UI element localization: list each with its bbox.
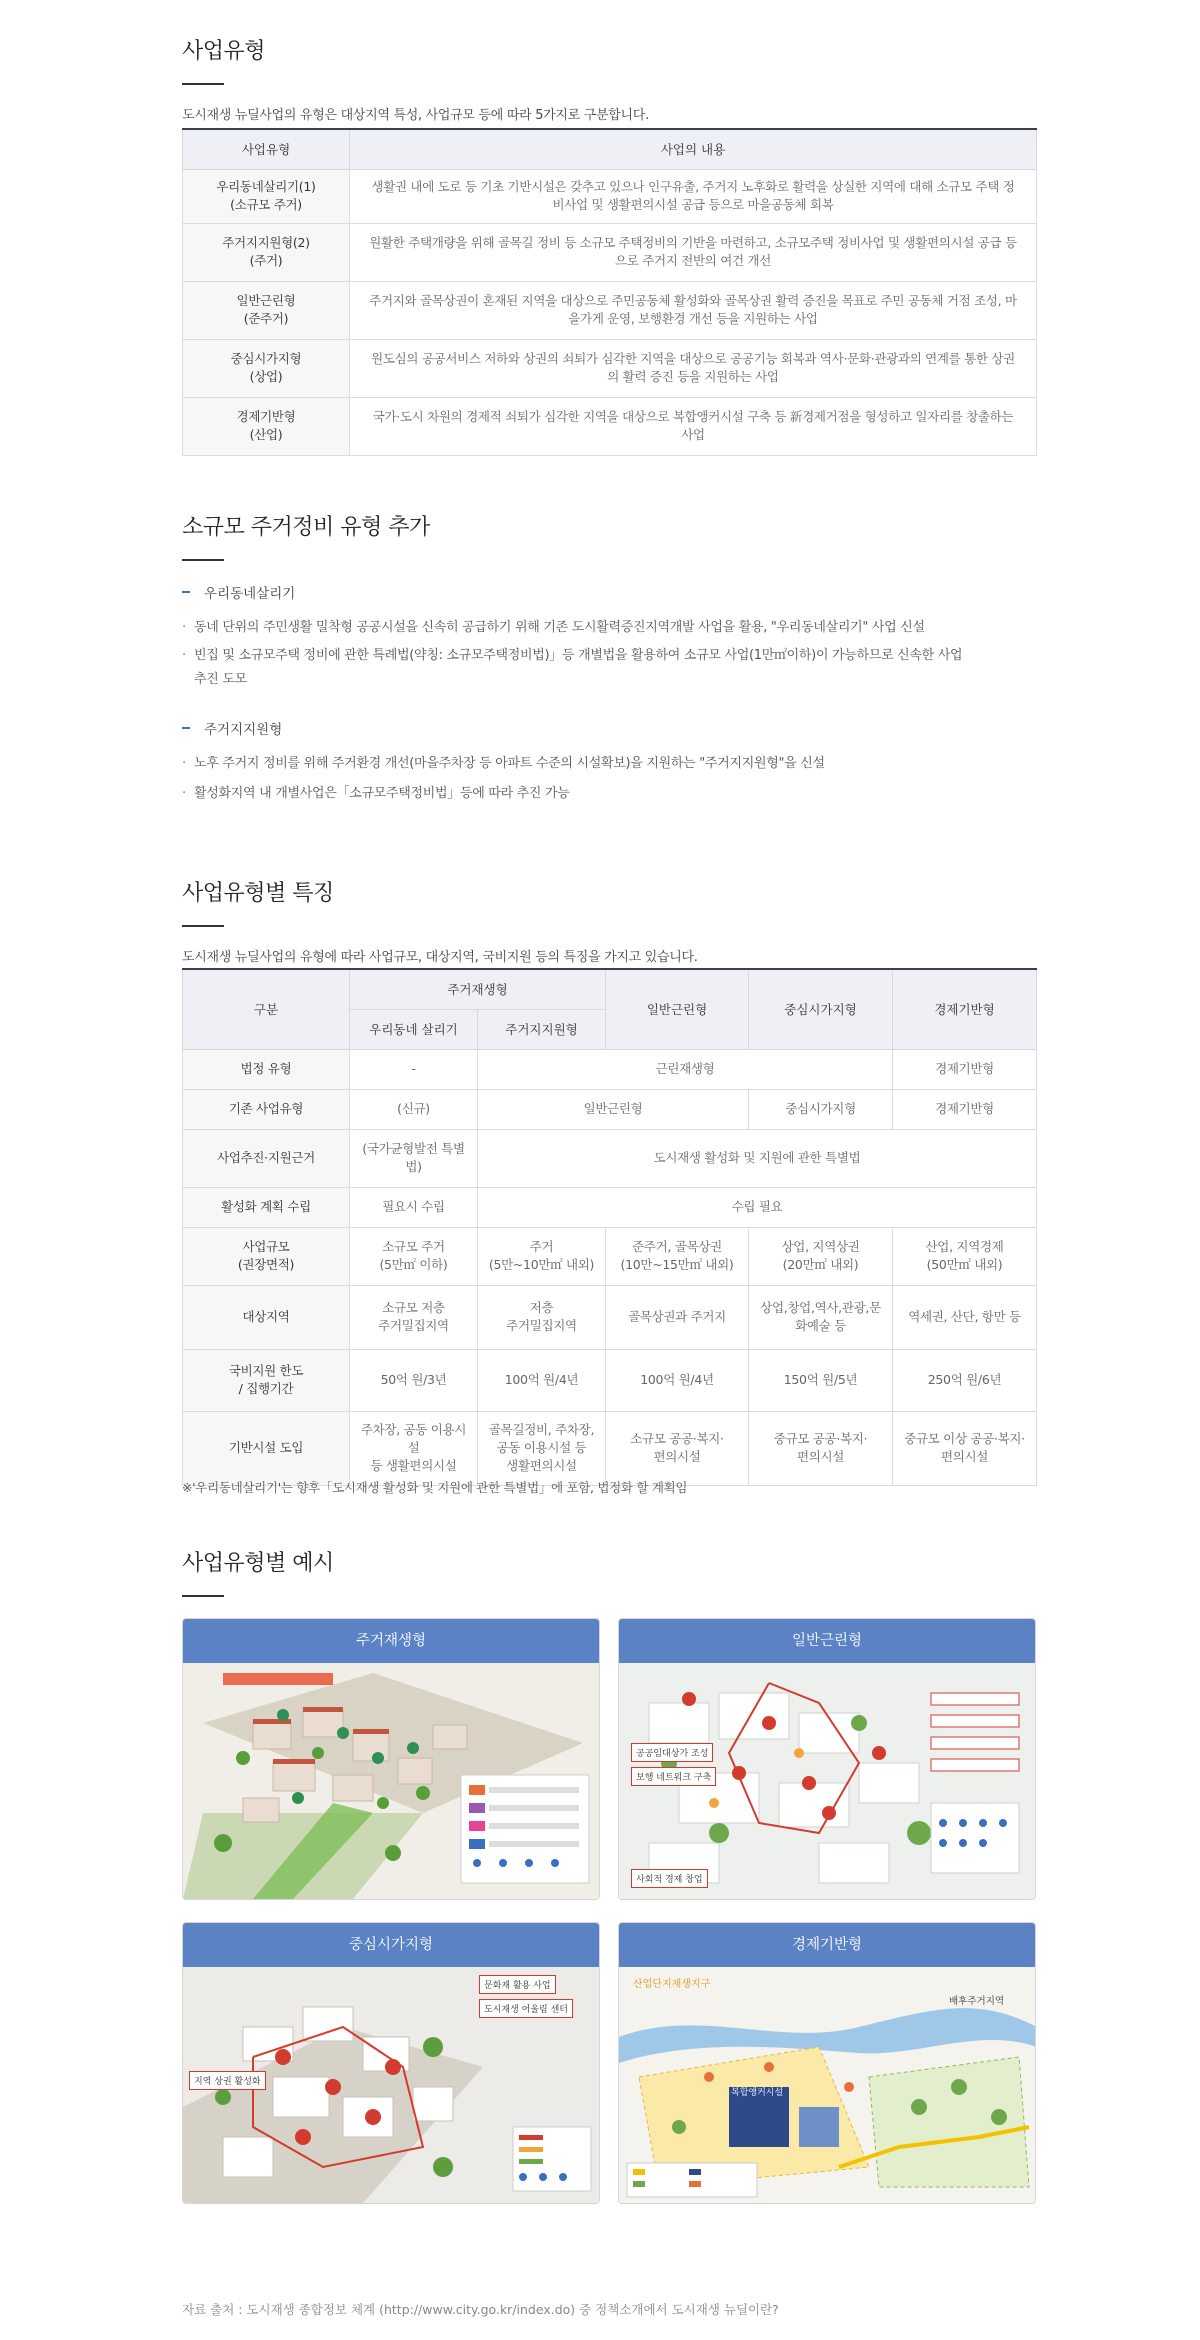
dash-icon (182, 591, 190, 593)
cell-line: 편의시설 (653, 1449, 701, 1464)
type-sub: (산업) (249, 427, 283, 442)
list-item (182, 644, 1036, 692)
map-label: 배후주거지역 (949, 1996, 1005, 2007)
table-row (183, 169, 1037, 223)
row-label: 법정 유형 (183, 1049, 350, 1089)
cell-line: 등 생활편의시설 (370, 1458, 457, 1473)
cell-line: / 집행기간 (238, 1381, 294, 1396)
example-card-downtown (182, 1922, 600, 2204)
table-cell: 필요시 수립 (350, 1187, 478, 1227)
type-desc: 원도심의 공공서비스 저하와 상권의 쇠퇴가 심각한 지역을 대상으로 공공기능 회복과 역사·문화·관광과의 연계를 통한 상권 (371, 351, 1015, 366)
table-cell (749, 1227, 893, 1285)
downtown-illustration (183, 1967, 599, 2203)
cell-line: (권장면적) (237, 1257, 295, 1272)
table-row (183, 1349, 1037, 1411)
economic-illustration (619, 1967, 1035, 2203)
table-cell (749, 1285, 893, 1349)
cell-line: (5만㎡ 이하) (379, 1257, 448, 1272)
cell-line: 편의시설 (940, 1449, 989, 1464)
col-header-ilban: 일반근린형 (606, 969, 749, 1049)
table-row (183, 1285, 1037, 1349)
type-name: 경제기반형 (236, 409, 296, 424)
section-intro: 도시재생 뉴딜사업의 유형은 대상지역 특성, 사업규모 등에 따라 5가지로 구분합니다. (182, 108, 649, 123)
table-cell: 근린재생형 (478, 1049, 893, 1089)
cell-line: 소규모 저층 (382, 1300, 445, 1315)
section-title: 사업유형 (182, 39, 266, 64)
type-name: 주거지지원형(2) (222, 235, 310, 250)
table-cell: 250억 원/6년 (893, 1349, 1037, 1411)
map-label: 사회적 경제 창업 (631, 1869, 708, 1888)
table-cell: 일반근린형 (478, 1089, 749, 1129)
map-label: 지역 상권 활성화 (189, 2071, 266, 2090)
section-title: 사업유형별 예시 (182, 1551, 334, 1576)
cell-line: 법) (405, 1159, 422, 1174)
card-title: 주거재생형 (183, 1619, 599, 1663)
cell-line: 주차장, 공동 이용시 (360, 1422, 467, 1437)
cell-line: (20만㎡ 내외) (782, 1257, 859, 1272)
table-row (183, 1089, 1037, 1129)
map-label: 도시재생 어울림 센터 (479, 1999, 573, 2018)
list-item-text: 빈집 및 소규모주택 정비에 관한 특례법(약칭: 소규모주택정비법)」등 개별법을 활용하여 소규모 사업(1만㎡이하)이 가능하므로 신속한 사업 (194, 648, 963, 663)
table-cell: 50억 원/3년 (350, 1349, 478, 1411)
col-header-gyeongje: 경제기반형 (893, 969, 1037, 1049)
cell-line: (50만㎡ 내외) (926, 1257, 1003, 1272)
cell-line: 준주거, 골목상권 (632, 1239, 722, 1254)
title-underline (182, 83, 224, 85)
cell-line: 소규모 주거 (382, 1239, 445, 1254)
table-row (183, 1049, 1037, 1089)
table-cell (478, 1227, 606, 1285)
table-row (183, 1411, 1037, 1485)
list-item-text: 추진 도모 (194, 672, 247, 687)
cell-line: 국비지원 한도 (228, 1363, 304, 1378)
section-small-housing (182, 510, 1036, 561)
title-underline (182, 925, 224, 927)
cell-line: 설 (407, 1440, 420, 1455)
table-cell: 도시재생 활성화 및 지원에 관한 특별법 (478, 1129, 1037, 1187)
table-cell (478, 1285, 606, 1349)
row-label: 대상지역 (183, 1285, 350, 1349)
table-cell (606, 1411, 749, 1485)
table-cell (350, 1129, 478, 1187)
cell-line: 주거 (529, 1239, 554, 1254)
type-sub: (주거) (249, 253, 283, 268)
map-label: 산업단지재생지구 (633, 1979, 711, 1990)
card-title: 중심시가지형 (183, 1923, 599, 1967)
type-desc: 생활권 내에 도로 등 기초 기반시설은 갖추고 있으나 인구유출, 주거지 노후화로 활력을 상실한 지역에 대해 소규모 주택 정 (371, 179, 1015, 194)
table-cell (749, 1411, 893, 1485)
dash-icon (182, 727, 190, 729)
title-underline (182, 1595, 224, 1597)
business-types-table (182, 128, 1036, 456)
type-features-table (182, 968, 1036, 1486)
type-desc: 원활한 주택개량을 위해 골목길 정비 등 소규모 주택정비의 기반을 마련하고, 소규모주택 정비사업 및 생활편의시설 공급 등 (369, 235, 1017, 250)
col-header-jungsim: 중심시가지형 (749, 969, 893, 1049)
cell-line: 편의시설 (796, 1449, 845, 1464)
cell-line: 중규모 이상 공공·복지· (904, 1431, 1025, 1446)
table-row (183, 339, 1037, 397)
type-name: 우리동네살리기(1) (216, 179, 316, 194)
row-label: 사업추진·지원근거 (183, 1129, 350, 1187)
cell-line: (국가균형발전 특별 (362, 1141, 465, 1156)
col-header-jiwon: 주거지지원형 (478, 1009, 606, 1049)
bullet-group-jiwon (182, 718, 1036, 806)
cell-line: 주거밀집지역 (378, 1318, 449, 1333)
bullet-title: 우리동네살리기 (204, 586, 296, 602)
type-name: 중심시가지형 (230, 351, 302, 366)
cell-line: 저층 (529, 1300, 554, 1315)
section-type-features (182, 876, 1036, 927)
type-desc: 비사업 및 생활편의시설 공급 등으로 마을공동체 회복 (552, 197, 834, 212)
table-row (183, 1129, 1037, 1187)
table-cell (350, 1285, 478, 1349)
table-footnote: ※'우리동네살리기'는 향후「도시재생 활성화 및 지원에 관한 특별법」에 포함, 법정화 할 계획임 (182, 1480, 688, 1495)
table-cell: 경제기반형 (893, 1089, 1037, 1129)
type-desc: 국가·도시 차원의 경제적 쇠퇴가 심각한 지역을 대상으로 복합앵커시설 구축 등 新경제거점을 형성하고 일자리를 창출하는 (372, 409, 1014, 424)
cell-line: (5만~10만㎡ 내외) (488, 1257, 595, 1272)
map-label: 복합앵커시설 (731, 2088, 784, 2098)
cell-line: 상업,창업,역사,관광,문 (760, 1300, 881, 1315)
table-cell: 150억 원/5년 (749, 1349, 893, 1411)
col-header-uri: 우리동네 살리기 (350, 1009, 478, 1049)
row-label (183, 1349, 350, 1411)
cell-line: 사업규모 (242, 1239, 290, 1254)
row-label (183, 1227, 350, 1285)
table-cell: 수립 필요 (478, 1187, 1037, 1227)
col-header-gubun: 구분 (183, 969, 350, 1049)
table-cell: 중심시가지형 (749, 1089, 893, 1129)
card-title: 경제기반형 (619, 1923, 1035, 1967)
type-desc: 으로 주거지 전반의 여건 개선 (615, 253, 771, 268)
example-card-housing (182, 1618, 600, 1900)
section-title: 사업유형별 특징 (182, 881, 334, 906)
bullet-group-uri (182, 582, 1036, 692)
list-item: · 활성화지역 내 개별사업은「소규모주택정비법」등에 따라 추진 가능 (182, 782, 1036, 806)
col-header-jugeo: 주거재생형 (350, 969, 606, 1009)
table-row (183, 1187, 1037, 1227)
cell-line: 상업, 지역상권 (781, 1239, 860, 1254)
table-cell: (신규) (350, 1089, 478, 1129)
table-row (183, 223, 1037, 281)
source-footer: 자료 출처 : 도시재생 종합정보 체계 (http://www.city.go.kr/index.do) 중 정책소개에서 도시재생 뉴딜이란? (182, 2302, 779, 2317)
map-label: 공공임대상가 조성 (631, 1743, 713, 1762)
cell-line: 생활편의시설 (506, 1458, 577, 1473)
neighborhood-illustration (619, 1663, 1035, 1899)
map-label: 보행 네트워크 구축 (631, 1767, 716, 1786)
row-label: 활성화 계획 수립 (183, 1187, 350, 1227)
table-cell (893, 1411, 1037, 1485)
table-cell: 골목상권과 주거지 (606, 1285, 749, 1349)
example-card-neighborhood (618, 1618, 1036, 1900)
section-type-examples (182, 1546, 1036, 1597)
bullet-title: 주거지지원형 (204, 722, 283, 738)
housing-illustration (183, 1663, 599, 1899)
section-intro: 도시재생 뉴딜사업의 유형에 따라 사업규모, 대상지역, 국비지원 등의 특징을 가지고 있습니다. (182, 950, 698, 965)
table-cell (893, 1227, 1037, 1285)
card-title: 일반근린형 (619, 1619, 1035, 1663)
type-desc: 을가게 운영, 보행환경 개선 등을 지원하는 사업 (568, 311, 818, 326)
list-item: · 노후 주거지 정비를 위해 주거환경 개선(마을주차장 등 아파트 수준의 시설확보)을 지원하는 "주거지지원형"을 신설 (182, 752, 1036, 776)
table-row (183, 397, 1037, 455)
cell-line: 화예술 등 (795, 1318, 846, 1333)
table-cell: - (350, 1049, 478, 1089)
type-sub: (소규모 주거) (230, 197, 302, 212)
col-header-type: 사업유형 (183, 129, 350, 169)
type-sub: (준주거) (243, 311, 289, 326)
cell-line: 소규모 공공·복지· (630, 1431, 724, 1446)
type-desc: 주거지와 골목상권이 혼재된 지역을 대상으로 주민공동체 활성화와 골목상권 활력 증진을 목표로 주민 공동체 거점 조성, 마 (369, 293, 1017, 308)
example-card-economic (618, 1922, 1036, 2204)
row-label: 기존 사업유형 (183, 1089, 350, 1129)
section-title: 소규모 주거정비 유형 추가 (182, 515, 430, 540)
cell-line: (10만~15만㎡ 내외) (620, 1257, 734, 1272)
table-cell: 100억 원/4년 (478, 1349, 606, 1411)
type-desc: 사업 (681, 427, 705, 442)
table-cell (606, 1227, 749, 1285)
table-cell (350, 1227, 478, 1285)
table-row (183, 1227, 1037, 1285)
cell-line: 중규모 공공·복지· (773, 1431, 868, 1446)
table-cell (478, 1411, 606, 1485)
table-cell: 경제기반형 (893, 1049, 1037, 1089)
section-business-types (182, 34, 1036, 85)
map-label: 문화재 활용 사업 (479, 1975, 556, 1994)
cell-line: 주거밀집지역 (506, 1318, 577, 1333)
cell-line: 산업, 지역경제 (925, 1239, 1004, 1254)
list-item: · 동네 단위의 주민생활 밀착형 공공시설을 신속히 공급하기 위해 기존 도시활력증진지역개발 사업을 활용, "우리동네살리기" 사업 신설 (182, 616, 1036, 640)
cell-line: 골목길정비, 주차장, (488, 1422, 595, 1437)
table-cell: 100억 원/4년 (606, 1349, 749, 1411)
table-cell (350, 1411, 478, 1485)
type-name: 일반근린형 (236, 293, 296, 308)
cell-line: 공동 이용시설 등 (496, 1440, 587, 1455)
type-desc: 의 활력 증진 등을 지원하는 사업 (607, 369, 779, 384)
table-cell: 역세권, 산단, 항만 등 (893, 1285, 1037, 1349)
title-underline (182, 559, 224, 561)
type-sub: (상업) (249, 369, 283, 384)
row-label: 기반시설 도입 (183, 1411, 350, 1485)
col-header-content: 사업의 내용 (350, 129, 1037, 169)
table-row (183, 281, 1037, 339)
